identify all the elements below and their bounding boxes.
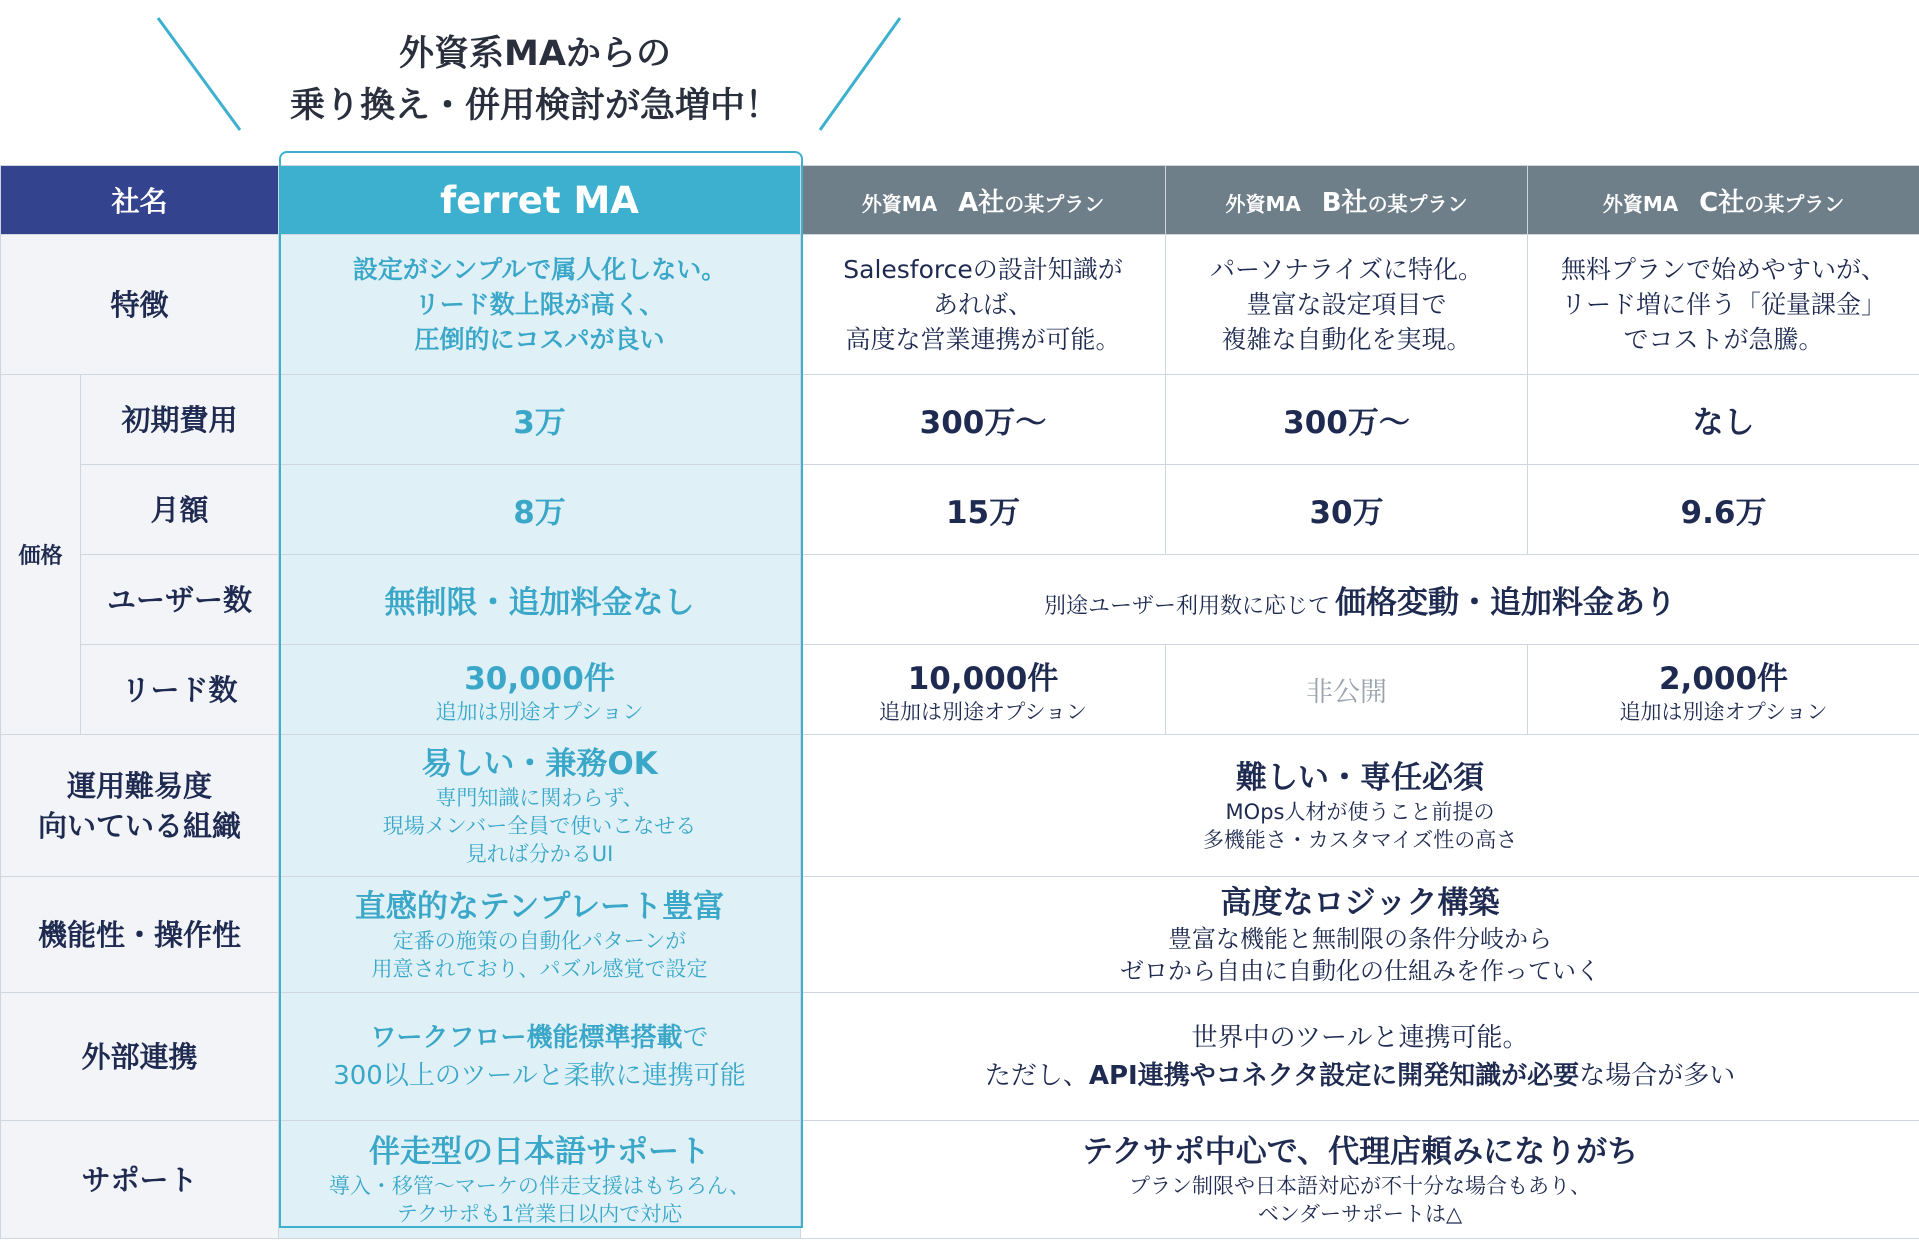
feature-ferret-line: 設定がシンプルで属人化しない。	[352, 255, 727, 284]
feature-b-line: パーソナライズに特化。	[1210, 255, 1484, 284]
difficulty-ferret	[279, 735, 801, 877]
company-label: 社名	[1, 166, 279, 235]
initial-cost-b: 300万〜	[1166, 375, 1528, 465]
leads-ferret-main: 30,000件	[464, 661, 615, 697]
difficulty-label-line: 運用難易度	[67, 768, 213, 803]
left-accent-line	[158, 18, 240, 130]
leads-a-sub: 追加は別途オプション	[878, 700, 1088, 724]
headline-line-2: 乗り換え・併用検討が急増中！	[289, 86, 780, 126]
initial-cost-label: 初期費用	[81, 375, 279, 465]
integration-ferret	[279, 993, 801, 1121]
difficulty-row	[1, 735, 1919, 877]
feature-c-line: リード増に伴う「従量課金」	[1561, 290, 1887, 319]
feature-a-line: あれば、	[933, 290, 1034, 319]
feature-ferret	[279, 235, 801, 375]
initial-cost-a: 300万〜	[801, 375, 1166, 465]
difficulty-label	[1, 735, 279, 877]
difficulty-competitors-sub: 多機能さ・カスタマイズ性の高さ	[1202, 827, 1518, 852]
leads-label: リード数	[81, 645, 279, 735]
difficulty-competitors-sub: MOps人材が使うこと前提の	[1225, 799, 1495, 824]
feature-a-line: 高度な営業連携が可能。	[845, 325, 1121, 354]
company-b-suffix: の某プラン	[1367, 191, 1468, 216]
integration-competitors-pre: ただし、	[984, 1060, 1089, 1091]
users-label: ユーザー数	[81, 555, 279, 645]
functionality-competitors-sub: 豊富な機能と無制限の条件分岐から	[1168, 924, 1553, 953]
feature-company-a	[801, 235, 1166, 375]
difficulty-ferret-lead: 易しい・兼務OK	[421, 745, 658, 782]
company-c-name: C社	[1699, 187, 1745, 218]
users-row	[1, 555, 1919, 645]
difficulty-competitors	[801, 735, 1919, 877]
users-competitors-main: 価格変動・追加料金あり	[1335, 585, 1677, 621]
company-b-name: B社	[1321, 187, 1368, 218]
monthly-a: 15万	[801, 465, 1166, 555]
feature-company-c	[1528, 235, 1919, 375]
support-competitors-sub: ベンダーサポートは△	[1257, 1201, 1463, 1226]
integration-ferret-line2: 300以上のツールと柔軟に連携可能	[333, 1060, 746, 1091]
integration-ferret-bold: ワークフロー機能標準搭載	[370, 1022, 683, 1053]
difficulty-ferret-sub: 見れば分かるUI	[465, 841, 614, 866]
headline-line-1: 外資系MAからの	[399, 34, 671, 74]
monthly-ferret: 8万	[279, 465, 801, 555]
functionality-competitors-lead: 高度なロジック構築	[1220, 884, 1500, 921]
support-competitors-sub: プラン制限や日本語対応が不十分な場合もあり、	[1129, 1173, 1592, 1198]
support-ferret-sub: 導入・移管〜マーケの伴走支援はもちろん、	[328, 1173, 751, 1198]
initial-cost-ferret: 3万	[279, 375, 801, 465]
integration-competitors-line1: 世界中のツールと連携可能。	[1191, 1022, 1529, 1053]
leads-c-sub: 追加は別途オプション	[1619, 700, 1828, 724]
feature-ferret-line: リード数上限が高く、	[414, 290, 665, 319]
feature-a-line: Salesforceの設計知識が	[843, 255, 1123, 284]
difficulty-competitors-lead: 難しい・専任必須	[1236, 759, 1485, 796]
company-a-name: A社	[958, 187, 1005, 218]
headline	[240, 28, 830, 132]
ferret-header: ferret MA	[279, 166, 801, 235]
functionality-ferret	[279, 877, 801, 993]
functionality-ferret-sub: 用意されており、パズル感覚で設定	[371, 956, 708, 981]
feature-c-line: でコストが急騰。	[1623, 325, 1824, 354]
company-a-prefix: 外資MA	[861, 191, 938, 216]
integration-competitors-bold: API連携やコネクタ設定に開発知識が必要	[1088, 1060, 1580, 1091]
functionality-label: 機能性・操作性	[1, 877, 279, 993]
support-row	[1, 1121, 1919, 1239]
feature-b-line: 複雑な自動化を実現。	[1221, 325, 1472, 354]
integration-competitors-post: な場合が多い	[1579, 1060, 1736, 1091]
integration-row	[1, 993, 1919, 1121]
leads-a	[801, 645, 1166, 735]
leads-c	[1528, 645, 1919, 735]
company-a-header	[801, 166, 1166, 235]
leads-b: 非公開	[1166, 645, 1528, 735]
functionality-row	[1, 877, 1919, 993]
leads-c-main: 2,000件	[1658, 661, 1789, 697]
feature-row	[1, 235, 1919, 375]
feature-b-line: 豊富な設定項目で	[1246, 290, 1447, 319]
monthly-c: 9.6万	[1528, 465, 1919, 555]
monthly-row	[1, 465, 1919, 555]
leads-ferret-sub: 追加は別途オプション	[435, 700, 644, 724]
integration-competitors	[801, 993, 1919, 1121]
difficulty-ferret-sub: 現場メンバー全員で使いこなせる	[382, 813, 697, 838]
right-accent-line	[820, 18, 900, 130]
feature-label: 特徴	[1, 235, 279, 375]
company-c-suffix: の某プラン	[1744, 191, 1845, 216]
support-competitors	[801, 1121, 1919, 1239]
leads-row	[1, 645, 1919, 735]
support-ferret-lead: 伴走型の日本語サポート	[369, 1133, 711, 1170]
feature-company-b	[1166, 235, 1528, 375]
functionality-competitors-sub: ゼロから自由に自動化の仕組みを作っていく	[1120, 956, 1601, 985]
support-ferret	[279, 1121, 801, 1239]
header-row	[1, 166, 1919, 235]
initial-cost-row	[1, 375, 1919, 465]
company-c-header	[1528, 166, 1919, 235]
feature-c-line: 無料プランで始めやすいが、	[1561, 255, 1887, 284]
integration-ferret-tail: で	[682, 1022, 709, 1053]
comparison-table	[0, 165, 1919, 1239]
support-label: サポート	[1, 1121, 279, 1239]
functionality-ferret-lead: 直感的なテンプレート豊富	[354, 888, 725, 925]
leads-ferret	[279, 645, 801, 735]
support-competitors-lead: テクサポ中心で、代理店頼みになりがち	[1081, 1133, 1639, 1170]
difficulty-label-line: 向いている組織	[38, 808, 242, 843]
functionality-competitors	[801, 877, 1919, 993]
leads-a-main: 10,000件	[907, 661, 1059, 697]
support-ferret-sub: テクサポも1営業日以内で対応	[396, 1201, 683, 1226]
monthly-label: 月額	[81, 465, 279, 555]
integration-label: 外部連携	[1, 993, 279, 1121]
initial-cost-c: なし	[1528, 375, 1919, 465]
feature-ferret-line: 圧倒的にコスパが良い	[414, 325, 665, 354]
company-b-header	[1166, 166, 1528, 235]
company-b-prefix: 外資MA	[1225, 191, 1301, 216]
price-group-label: 価格	[1, 375, 81, 735]
functionality-ferret-sub: 定番の施策の自動化パターンが	[392, 928, 687, 953]
company-a-suffix: の某プラン	[1004, 191, 1105, 216]
users-competitors	[801, 555, 1919, 645]
users-ferret: 無制限・追加料金なし	[279, 555, 801, 645]
company-c-prefix: 外資MA	[1602, 191, 1679, 216]
users-competitors-note: 別途ユーザー利用数に応じて	[1043, 594, 1330, 619]
difficulty-ferret-sub: 専門知識に関わらず、	[435, 785, 644, 810]
monthly-b: 30万	[1166, 465, 1528, 555]
